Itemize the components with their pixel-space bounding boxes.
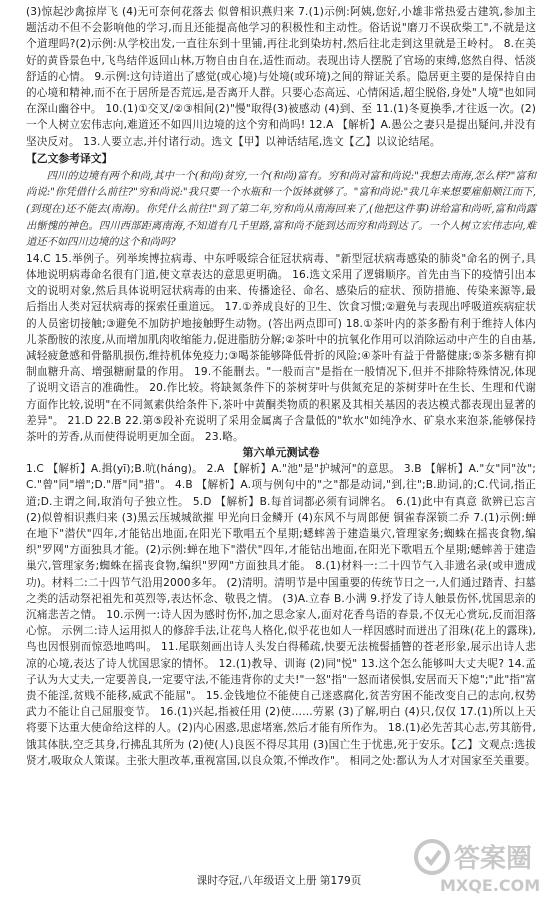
translation-heading: 【乙文参考译文】 [26, 151, 113, 165]
answer-paragraph-unit6: 1.C 【解析】A.揖(yī);B.吭(háng)。 2.A 【解析】A."池"是"护城河"的意思。 3.B 【解析】A."女"同"汝";C."曾"同"增";D."厝"同"措"。 4.B 【解析】A.项与例句中的"之"都是动词,"到,往";B.助词,的;C.代词,指正道;D.主谓之间,取消句子独立性。 5.D 【解析】B.每首词都必须有词牌名。 6.(1)此中有真意 欲辨已忘言 (2)似曾相识燕归来 (3)黑云压城城欲摧 甲光向日金鳞开 (4)东风不与周郎便 铜雀春深锁二乔 7.(1)示例:蝉在地下"潜伏"四年,才能钻出地面,在阳光下歌唱五个星期;蟋蟀善于建造巢穴,管理家务;蜘蛛在摇丧食物,编织"罗网"方面独具才能。(2)示例:蝉在地下"潜伏"四年,才能钻出地面,在阳光下歌唱五个星期;蟋蟀善于建造巢穴,管理家务;蜘蛛在摇丧食物,编织"罗网"方面独具才能。 8.(1)材料一:二十四节气入非遗名录(或申遗成功)。材料二:二十四节气沿用2000多年。 (2)清明。清明节是中国重要的传统节日之一,人们通过踏青、扫墓之类的活动祭祀祖先和英烈等,表达怀念、敬畏之情。 (3)A.立春 B.小满 9.抒发了诗人触景伤怀,忧国思亲的沉痛悲苦之情。 10.示例一:诗人因为感时伤怀,加之思念家人,面对花香鸟语的春景,不仅无心赏玩,反而泪落心惊。 示例二:诗人运用拟人的修辞手法,让花鸟人格化,似乎花也如人一样因感时而迸出了泪珠(花上的露珠),鸟也因恨别而惊恐地鸣叫。 11.尾联刻画出诗人头发白得稀疏,快要无法梳髻插簪的苍老形象,展示出诗人悲凉的心境,表达了诗人忧国思家的情怀。 12.(1)教导、训诲 (2)同"悦" 13.这个怎么能够叫大丈夫呢? 14.孟子认为大丈夫,一定要善良,一定要守法,不能违背你的丈夫!"一怒"指"一怒而诸侯惧,安居而天下熄";"此"指"富贵不能淫,贫贱不能移,威武不能屈"。 15.金钱地位不能使自己迷惑腐化,贫苦穷困不能改变自己的志向,权势武力不能让自己屈服变节。 16.(1)兴起,指被任用 (2)使……劳累 (3)了解,明白 (4)只,仅仅 17.(1)所以上天将要下达重大使命给这样的人。(2)内心困惑,思虑堵塞,然后才能有所作为。 18.(1)必先苦其心志,劳其筋骨,饿其体肤,空乏其身,行拂乱其所为 (2)使(人)良医不得尽其用 (3)国亡生于忧患,死于安乐。【乙】文观点:选拔贤才,吸取众人策谋。主张大胆改革,重视富国,以良众策,不惮改作"。 相同之处:都认为人才对国家至关重要。 [26, 463, 536, 767]
answer-paragraph-reading: 14.C 15.举例子。列举埃博拉病毒、中东呼吸综合征冠状病毒、"新型冠状病毒感染的肺炎"命名的例子,具体地说明病毒命名很有门道,使文章表达的意思更明确。 16.选文采用了逻辑顺序。首先由当下的疫情引出本文的说明对象,然后具体说明冠状病毒的由来、传播途径、命名、感染后的症状、预防措施、传染来源等,最后指出人类对冠状病毒的探索任重道远。 17.①养成良好的卫生、饮食习惯;②避免与表现出呼吸道疾病症状的人员密切接触;③避免不加防护地接触野生动物。(答出两点即可) 18.①茶叶内的茶多酚有利于维持人体内儿茶酚胺的浓度,从而增加肌肉收缩能力,促进脂肪分解;②茶叶中的抗氧化作用可以消除运动中产生的自由基,减轻疲惫感和骨骼肌损伤,维持机体免疫力;③喝茶能够降低骨折的风险;④茶叶有益于骨骼健康;⑤茶多糖有抑制血糖升高、增强糖耐量的作用。 19.不能删去。"一般而言"是指在一般情况下,但并不排除特殊情况,体现了说明文语言的准确性。 20.作比较。将缺氮条件下的茶树芽叶与供氮充足的茶树芽叶在生长、生理和代谢方面作比较,说明"在不同氮素供给条件下,茶叶中黄酮类物质的积累及其相关基因的表达模式都表现出显著的差异"。 21.D 22.B 22.第⑤段补充说明了采用金属离子含量低的"软水"如纯净水、矿泉水来泡茶,能够保持茶叶的芳香,从而使得说明更加全面。 23.略。 [26, 252, 536, 444]
answer-paragraph-part5: (3)惊起沙禽掠岸飞 (4)无可奈何花落去 似曾相识燕归来 7.(1)示例:阿姨,您好,小雄非常热爱古建筑,参加主题活动不但不会影响他的学习,而且还能提高他学习的积极性和主动性。俗话说"磨刀不误砍柴工",不就是这个道理吗?(2)示例:从学校出发,一直往东到十里铺,再往北到染坊村,然后往北走到这里就是王岭村。 8.在美好的黄昏景色中,飞鸟结伴返回山林,万物自由自在,适性而动。表现出诗人摆脱了官场的束缚,悠然自得、恬淡舒适的心情。 9.示例:这句诗道出了感觉(或心境)与处境(或环境)之间的辩证关系。隐居更主要的是保持自由的心境和精神,而不在于居所是否荒远,是否离开人群。只要心态高远、心情闲适,超尘脱俗,身处"人境"也如同在深山幽谷中。 10.(1)①交叉/②③相间(2)"慢"取得(3)被感动 (4)到、至 11.(1)冬夏换季,才往返一次。(2)一个人树立宏伟志向,难道还不如四川边境的这个穷和尚吗! 12.A 【解析】A.愚公之妻只是提出疑问,并没有坚决反对。 13.人要立志,并付诸行动。选文【甲】以神话结尾,选文【乙】以议论结尾。 [26, 6, 536, 148]
watermark-text: 答案圈 [454, 844, 533, 874]
unit-test-title: 第六单元测试卷 [242, 446, 320, 460]
page-footer: 课时夺冠,八年级语文上册 第179页 [196, 875, 362, 887]
watermark-check-icon [426, 851, 440, 863]
watermark-logo [400, 827, 550, 897]
translation-paragraph: 四川的边境有两个和尚,其中一个(和尚)贫穷,一个(和尚)富有。穷和尚对富和尚说:"我想去南海,怎么样?"富和尚说:"你凭借什么前往?"穷和尚说:"我只要一个水瓶和一个饭钵就够了。"富和尚说:"我几年来想要雇船顺江而下,(到现在)还不能去(南海)。你凭什么前往!"到了第二年,穷和尚从南海回来了,(他把这件事)讲给富和尚听,富和尚露出惭愧的神色。四川西部距离南海,不知道有几千里路,富和尚不能到达而穷和尚到达了。一个人树立宏伟志向,难道还不如四川边境的这个和尚吗? [26, 169, 536, 249]
watermark-subtext: MXQE.COM [440, 876, 541, 895]
watermark-circle-icon [416, 841, 448, 873]
